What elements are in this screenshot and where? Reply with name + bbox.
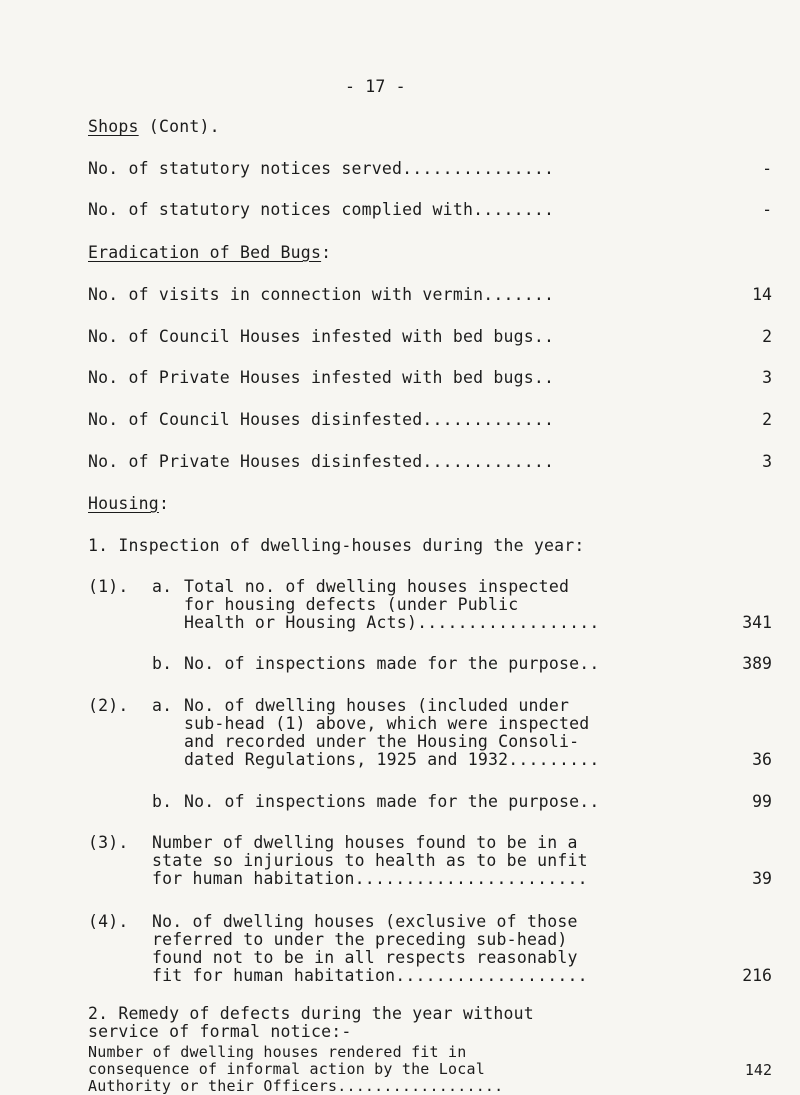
- housing-item1-2-number: (2).: [88, 696, 129, 715]
- section-heading-shops: [88, 118, 220, 136]
- shops-row-value: -: [762, 159, 772, 178]
- shops-heading-suffix: (Cont).: [138, 117, 220, 136]
- housing-item1-3-number: (3).: [88, 833, 129, 852]
- housing-item1-1-b-letter: b.: [152, 654, 173, 673]
- housing-item1-1-number: (1).: [88, 577, 129, 596]
- bed-bugs-row-value: 2: [762, 327, 772, 346]
- housing-item1-2-a-text: No. of dwelling houses (included under sub-head (1) above, which were inspected and recorded under the Housing Consoli- dated Regulations, 1925 and 1932.........: [184, 696, 600, 769]
- housing-item1-2-a-value: 36: [752, 750, 772, 769]
- bed-bugs-row-label: No. of Private Houses disinfested.............: [88, 452, 555, 471]
- housing-item1-2-b-value: 99: [752, 792, 772, 811]
- housing-item1-3-text: Number of dwelling houses found to be in a state so injurious to health as to be unfit for human habitation.......................: [152, 833, 588, 888]
- housing-item1-1-b-text: No. of inspections made for the purpose..: [184, 654, 600, 673]
- housing-heading-suffix: :: [158, 494, 170, 513]
- bed-bugs-row-value: 2: [762, 410, 772, 429]
- bed-bugs-row-label: No. of Council Houses disinfested.............: [88, 410, 555, 429]
- bed-bugs-heading-text: Eradication of Bed Bugs: [88, 243, 322, 262]
- housing-item1-1-b-value: 389: [742, 654, 772, 673]
- bed-bugs-row-label: No. of Private Houses infested with bed bugs..: [88, 368, 555, 387]
- housing-item1-title: 1. Inspection of dwelling-houses during the year:: [88, 536, 585, 555]
- housing-item1-4-text: No. of dwelling houses (exclusive of those referred to under the preceding sub-head) found not to be in all respects reasonably fit for human habitation...................: [152, 912, 588, 985]
- housing-item1-2-a-letter: a.: [152, 696, 173, 715]
- housing-heading-text: Housing: [88, 494, 159, 513]
- shops-heading-text: Shops: [88, 117, 139, 136]
- housing-item1-1-a-value: 341: [742, 613, 772, 632]
- housing-item2-title: 2. Remedy of defects during the year without service of formal notice:-: [88, 1004, 534, 1041]
- bed-bugs-row-label: No. of visits in connection with vermin.......: [88, 285, 555, 304]
- shops-row-value: -: [762, 200, 772, 219]
- housing-item2-value: 142: [744, 1061, 772, 1079]
- housing-item2-text: Number of dwelling houses rendered fit in consequence of informal action by the Local Authority or their Officers..................: [88, 1043, 504, 1095]
- housing-item1-2-b-letter: b.: [152, 792, 173, 811]
- bed-bugs-row-value: 3: [762, 452, 772, 471]
- shops-row-label: No. of statutory notices served...............: [88, 159, 555, 178]
- bed-bugs-row-value: 14: [752, 285, 772, 304]
- section-heading-bed-bugs: [88, 244, 331, 262]
- bed-bugs-heading-suffix: :: [321, 243, 332, 262]
- section-heading-housing: [88, 495, 169, 513]
- page-number: - 17 -: [345, 77, 406, 96]
- housing-item1-4-value: 216: [742, 966, 772, 985]
- housing-item1-3-value: 39: [752, 869, 772, 888]
- bed-bugs-row-label: No. of Council Houses infested with bed bugs..: [88, 327, 555, 346]
- bed-bugs-row-value: 3: [762, 368, 772, 387]
- housing-item1-1-a-letter: a.: [152, 577, 173, 596]
- housing-item1-1-a-text: Total no. of dwelling houses inspected for housing defects (under Public Health or Housing Acts)..................: [184, 577, 600, 632]
- housing-item1-4-number: (4).: [88, 912, 129, 931]
- shops-row-label: No. of statutory notices complied with........: [88, 200, 555, 219]
- housing-item1-2-b-text: No. of inspections made for the purpose..: [184, 792, 600, 811]
